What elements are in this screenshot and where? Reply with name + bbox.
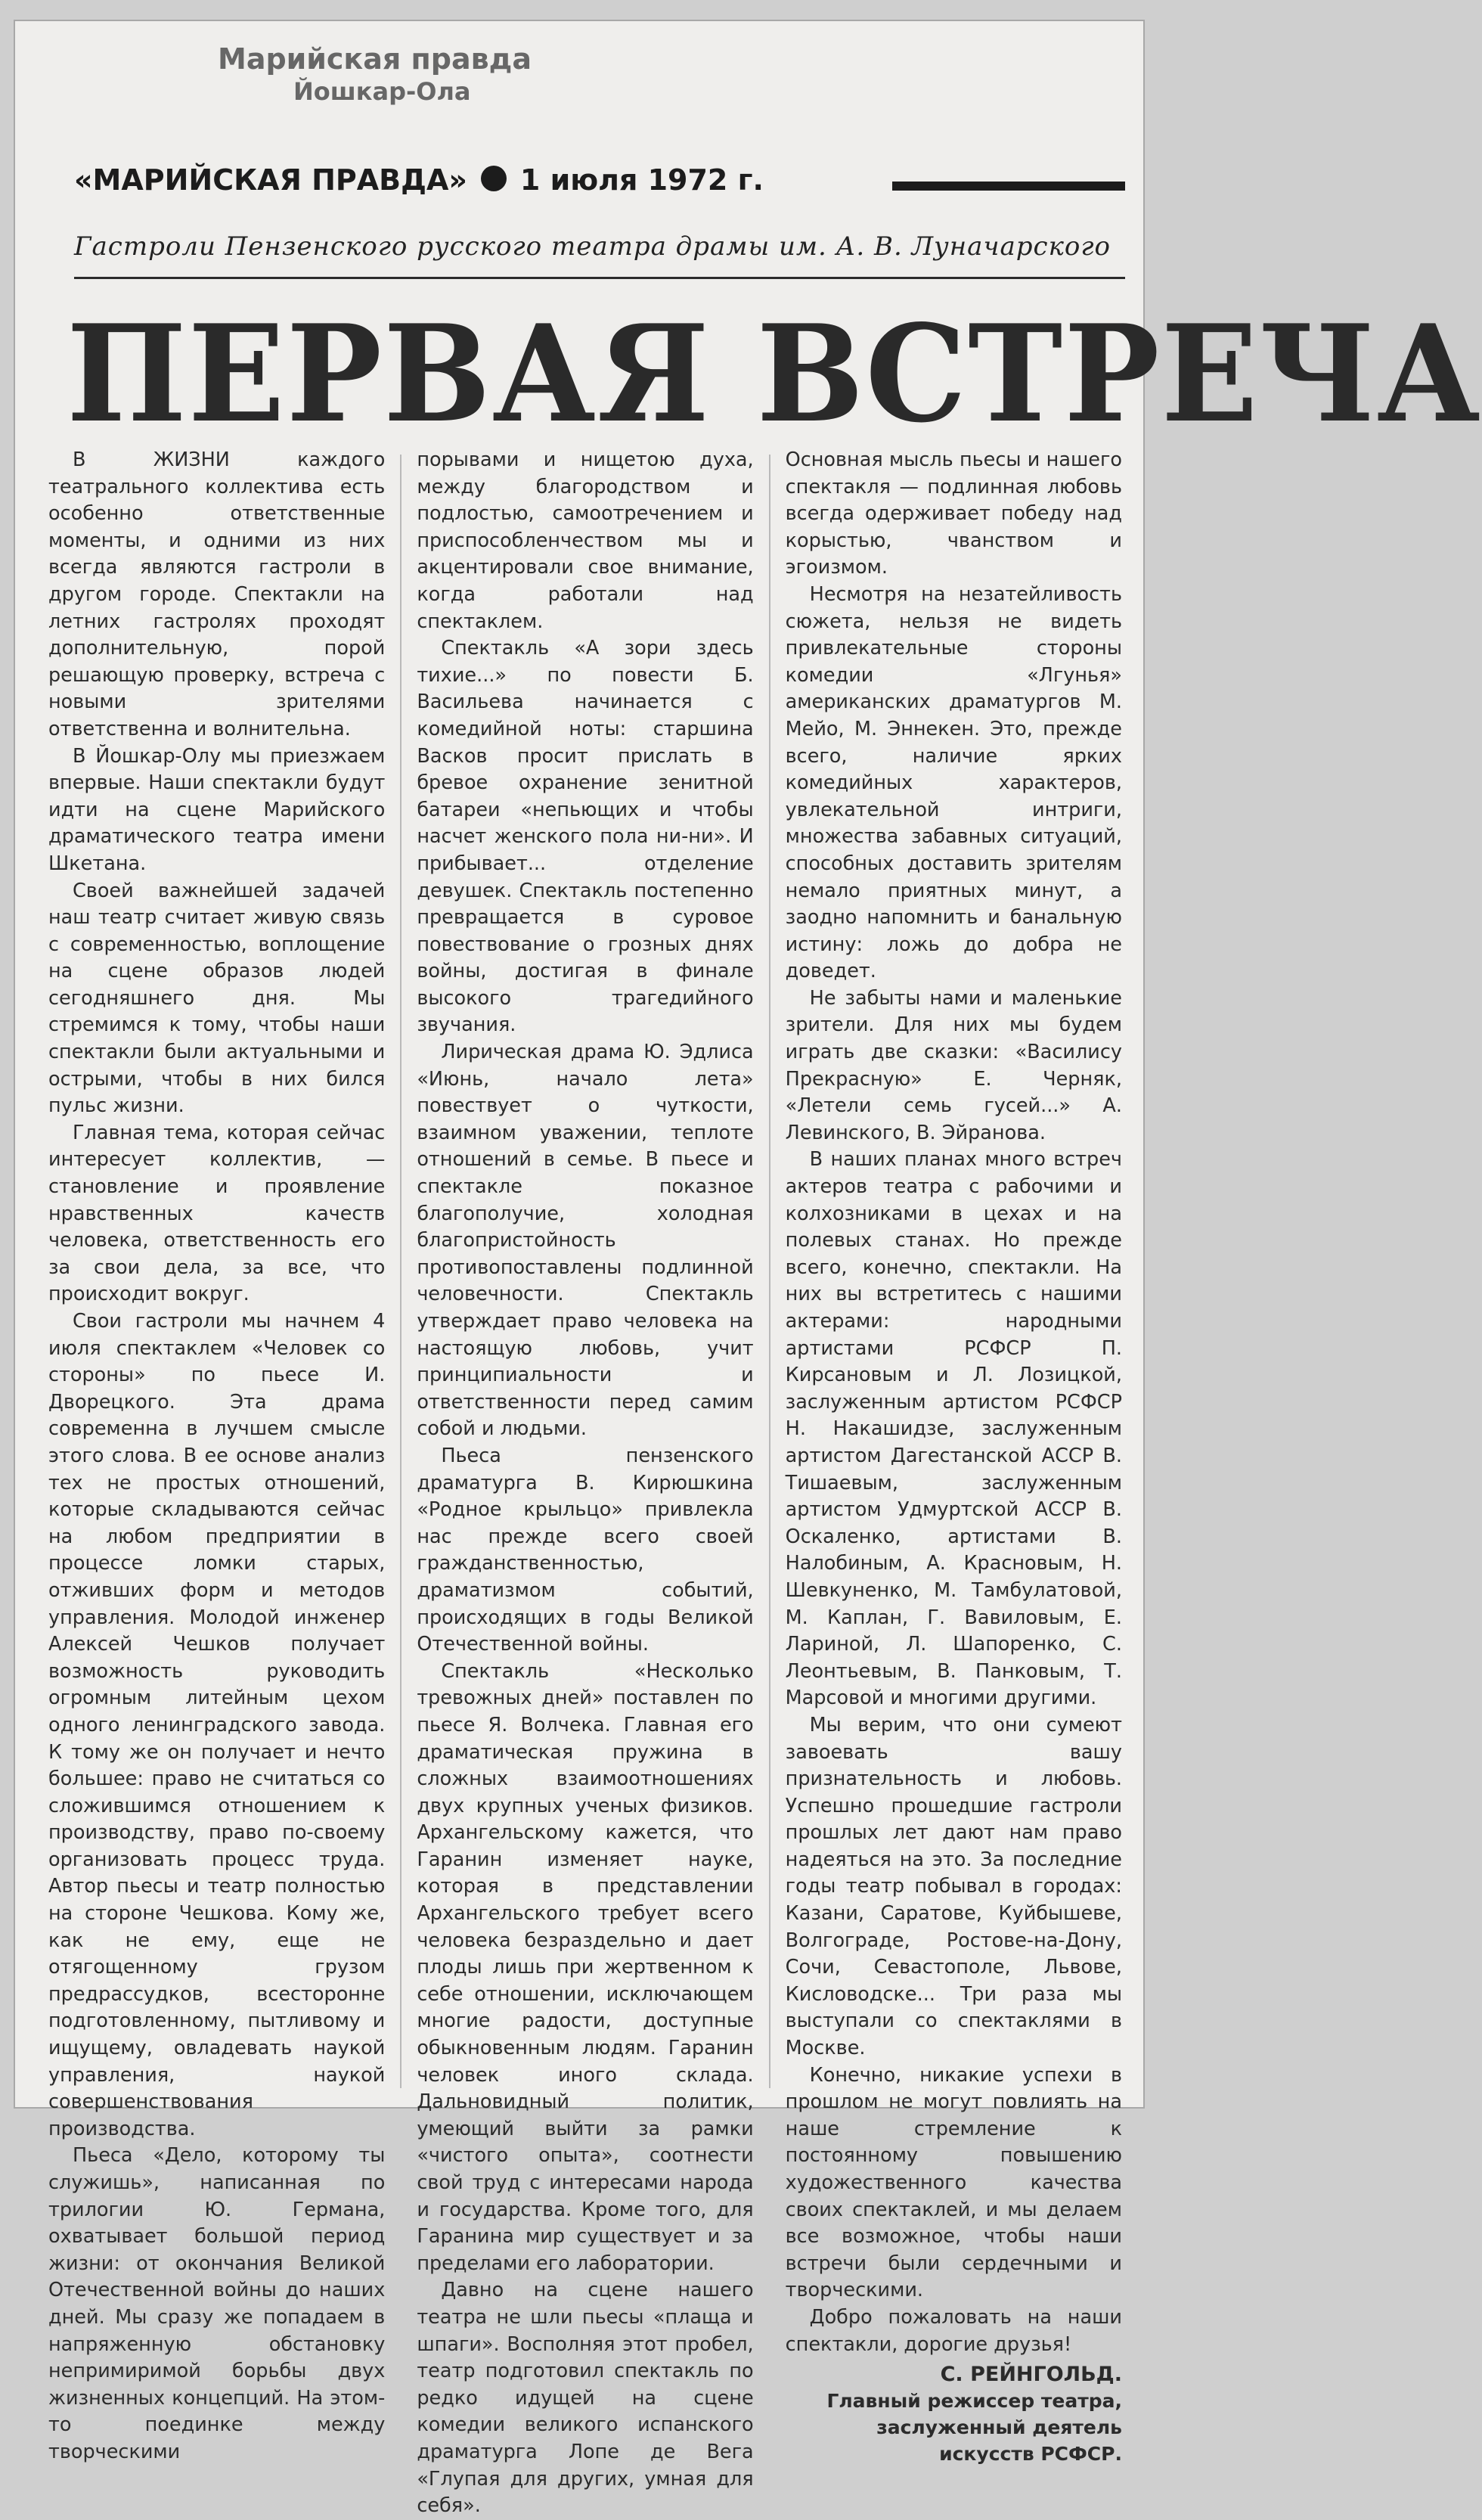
paragraph: Не забыты нами и маленькие зрители. Для них мы будем играть две сказки: «Василису Прекрасную» Е. Черняк, «Летели семь гусей...» А. Левинского, В. Эйранова. (785, 986, 1122, 1144)
paragraph: Спектакль «Несколько тревожных дней» поставлен по пьесе Я. Волчека. Главная его драматическая пружина в сложных взаимоотношениях двух крупных ученых физиков. Архангельскому кажется, что Гаранин изменяет науке, которая в представлении Архангельского требует всего человека безраздельно и дает плоды лишь при жертвенном к себе отношении, исключающем многие радости, доступные обыкновенным людям. Гаранин человек иного склада. Дальновидный политик, умеющий выйти за рамки «чистого опыта», соотнести свой труд с интересами народа и государства. Кроме того, для Гаранина мир существует и за пределами его лаборатории. (417, 1659, 754, 2275)
paragraph: Главная тема, которая сейчас интересует коллектив, — становление и проявление нравственных качеств человека, ответственность его за свои дела, за все, что происходит вокруг. (48, 1121, 386, 1306)
masthead (74, 163, 1125, 209)
article-headline: ПЕРВАЯ ВСТРЕЧА (67, 295, 1482, 452)
paragraph: Несмотря на незатейливость сюжета, нельзя не видеть привлекательные стороны комедии «Лгунья» американских драматургов М. Мейо, М. Эннекен. Это, прежде всего, наличие ярких комедийных характеров, увлекательной интриги, множества забавных ситуаций, способных доставить зрителям немало приятных минут, а заодно напомнить и банальную истину: ложь до добра не доведет. (785, 582, 1122, 983)
column-divider (769, 455, 770, 2088)
kicker-divider (74, 277, 1125, 279)
column-divider (400, 455, 402, 2088)
column-1 (48, 447, 386, 2463)
article-body (48, 447, 1122, 2518)
author-name: С. РЕЙНГОЛЬД. (940, 2363, 1122, 2387)
masthead-rule (892, 182, 1125, 191)
author-title-line: Главный режиссер театра, (826, 2390, 1122, 2413)
newspaper-name: «МАРИЙСКАЯ ПРАВДА» (74, 163, 467, 197)
section-kicker: Гастроли Пензенского русского театра драмы им. А. В. Луначарского (74, 231, 1112, 262)
issue-date: 1 июля 1972 г. (519, 163, 764, 197)
stamp-line-2: Йошкар-Ола (293, 76, 471, 106)
paragraph: В Йошкар-Олу мы приезжаем впервые. Наши спектакли будут идти на сцене Марийского драматического театра имени Шкетана. (48, 744, 386, 875)
paragraph: Пьеса пензенского драматурга В. Кирюшкина «Родное крыльцо» привлекла нас прежде всего своей гражданственностью, драматизмом событий, происходящих в годы Великой Отечественной войны. (417, 1444, 754, 1656)
author-title-line: искусств РСФСР. (939, 2443, 1122, 2466)
paragraph: Мы верим, что они сумеют завоевать вашу признательность и любовь. Успешно прошедшие гастроли прошлых лет дают нам право надеяться на это. За последние годы театр побывал в городах: Казани, Саратове, Куйбышеве, Волгограде, Ростове-на-Дону, Сочи, Севастополе, Львове, Кисловодске... Три раза мы выступали со спектаклями в Москве. (785, 1713, 1122, 2060)
stamp-line-1: Марийская правда (218, 42, 532, 76)
paragraph: В наших планах много встреч актеров театра с рабочими и колхозниками в цехах и на полевых станах. Но прежде всего, конечно, спектакли. На них вы встретитесь с нашими актерами: народными артистами РСФСР П. Кирсановым и Л. Лозицкой, заслуженным артистом РСФСР Н. Накашидзе, заслуженным артистом Дагестанской АССР В. Тишаевым, заслуженным артистом Удмуртской АССР В. Оскаленко, артистами В. Налобиным, А. Красновым, Н. Шевкуненко, М. Тамбулатовой, М. Каплан, Г. Вавиловым, Е. Лариной, Л. Шапоренко, С. Леонтьевым, В. Панковым, Т. Марсовой и многими другими. (785, 1148, 1122, 1710)
paragraph: Своей важнейшей задачей наш театр считает живую связь с современностью, воплощение на сцене образов людей сегодняшнего дня. Мы стремимся к тому, чтобы наши спектакли были актуальными и острыми, чтобы в них бился пульс жизни. (48, 879, 386, 1118)
paragraph: Спектакль «А зори здесь тихие...» по повести Б. Васильева начинается с комедийной ноты: старшина Васков просит прислать в бревое охранение зенитной батареи «непьющих и чтобы насчет женского пола ни-ни». И прибывает... отделение девушек. Спектакль постепенно превращается в суровое повествование о грозных днях войны, достигая в финале высокого трагедийного звучания. (417, 637, 754, 1037)
paragraph: Конечно, никакие успехи в прошлом не могут повлиять на наше стремление к постоянному повышению художественного качества своих спектаклей, и мы делаем все возможное, чтобы наши встречи были сердечными и творческими. (785, 2063, 1122, 2302)
column-2 (417, 447, 754, 2518)
newspaper-clipping (14, 20, 1482, 2518)
paragraph: Основная мысль пьесы и нашего спектакля — подлинная любовь всегда одерживает победу над корыстью, чванством и эгоизмом. (785, 448, 1122, 579)
paragraph: Свои гастроли мы начнем 4 июля спектаклем «Человек со стороны» по пьесе И. Дворецкого. Эта драма современна в лучшем смысле этого слова. В ее основе анализ тех не простых отношений, которые складываются сейчас на любом предприятии в процессе ломки старых, отживших форм и методов управления. Молодой инженер Алексей Чешков получает возможность руководить огромным литейным цехом одного ленинградского завода. К тому же он получает и нечто большее: право не считаться со сложившимся отношением к производству, право по-своему организовать процесс труда. Автор пьесы и театр полностью на стороне Чешкова. Кому же, как не ему, еще не отягощенному грузом предрассудков, всесторонне подготовленному, пытливому и ищущему, овладевать наукой управления, наукой совершенствования производства. (48, 1310, 386, 2140)
paragraph: Лирическая драма Ю. Эдлиса «Июнь, начало лета» повествует о чуткости, взаимном уважении, теплоте отношений в семье. В пьесе и спектакле показное благополучие, холодная благопристойность противопоставлены подлинной человечности. Спектакль утверждает право человека на настоящую любовь, учит принципиальности и ответственности перед самим собой и людьми. (417, 1041, 754, 1441)
paragraph: Пьеса «Дело, которому ты служишь», написанная по трилогии Ю. Германа, охватывает большой период жизни: от окончания Великой Отечественной войны до наших дней. Мы сразу же попадаем в напряженную обстановку непримиримой борьбы двух жизненных концепций. На этом-то поединке между творческими (48, 2144, 386, 2463)
library-stamp (218, 42, 566, 106)
paragraph: Давно на сцене нашего театра не шли пьесы «плаща и шпаги». Восполняя этот пробел, театр подготовил спектакль по редко идущей на сцене комедии великого испанского драматурга Лопе де Вега «Глупая для других, умная для себя». (417, 2279, 754, 2518)
author-signature (786, 2361, 1122, 2467)
paragraph: В ЖИЗНИ каждого театрального коллектива есть особенно ответственные моменты, и одними из них всегда являются гастроли в другом городе. Спектакли на летних гастролях проходят дополнительную, порой решающую проверку, встреча с новыми зрителями ответственна и волнительна. (48, 448, 386, 740)
author-title-line: заслуженный деятель (876, 2416, 1122, 2439)
bullet-icon (481, 166, 507, 191)
paragraph: Добро пожаловать на наши спектакли, дорогие друзья! (785, 2305, 1122, 2356)
paragraph: порывами и нищетою духа, между благородством и подлостью, самоотречением и приспособленчеством мы и акцентировали свое внимание, когда работали над спектаклем. (417, 448, 754, 633)
column-3 (785, 447, 1122, 2466)
